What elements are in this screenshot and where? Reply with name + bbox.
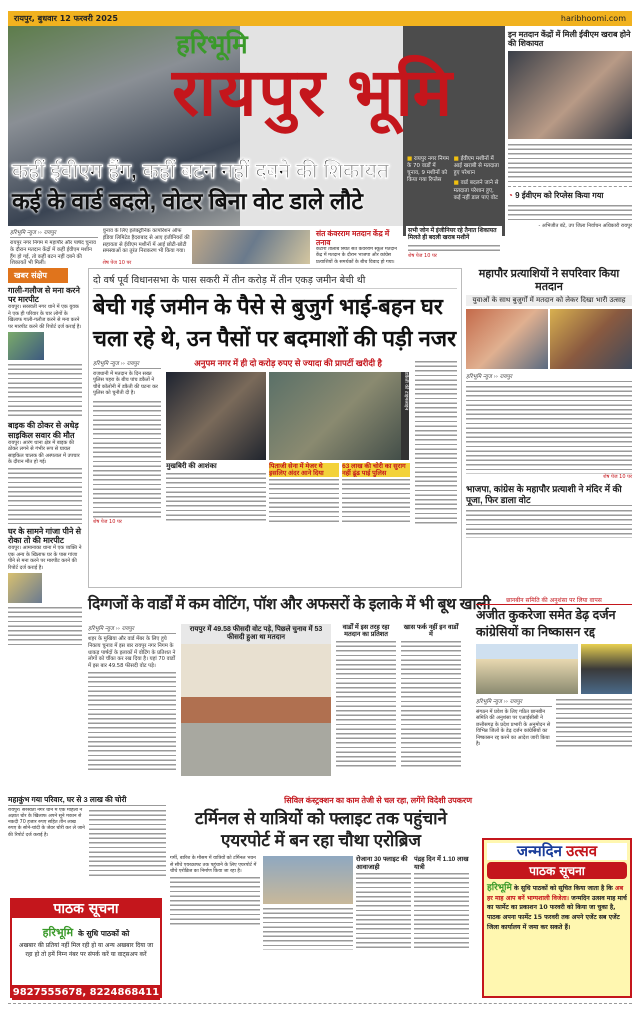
- lead-story: [10, 228, 190, 270]
- evm-photo: [508, 51, 632, 139]
- airport-kicker: सिविल कंस्ट्रक्शन का काम तेजी से चल रहा, लगेंगे विदेशी उपकरण: [284, 796, 472, 805]
- brief-title: गाली-गलौज से मना करने पर मारपीट: [8, 286, 80, 305]
- continued-link[interactable]: शेष पेज 10 पर: [408, 252, 437, 259]
- birthday-body: के सुधि पाठकों को सूचित किया जाता है कि: [514, 885, 613, 893]
- lead-body: रायपुर नगर निगम में महापौर और पार्षद चुनाव के दौरान मतदान केंद्रों में कहीं ईवीएम मशीन हैंग हो गई, तो कहीं बटन नहीं दबने की शिकायतें भी मिलीं।: [10, 240, 96, 267]
- land-subhead: अनुपम नगर में ही दो करोड़ रुपए से ज्यादा की प्रापर्टी खरीदी है: [194, 357, 382, 368]
- mayor-photo: [550, 309, 632, 369]
- voting-body: शहर के मुखिया और वार्ड मेंबर के लिए हुये निकाय चुनाव में इस बार रायपुर नगर निगम के धाकड़ पार्षदों के इलाकों में वोटिंग के प्रतिशत ने लोगों को चौंका कर रख दिया है। यहां 70 वार्डों में इस बार 49.58 फीसदी वोट पड़े।: [88, 636, 176, 669]
- dark-bullet: ■ रायपुर नगर निगम के 70 वार्डों में चुनाव, 9 मशीनों को किया गया रिप्लेस: [407, 156, 450, 236]
- sant-photo: [192, 230, 310, 264]
- theft-story: [8, 796, 166, 876]
- engineer-box: [406, 226, 502, 262]
- title-part: उत्सव: [566, 843, 598, 860]
- speech-bubble-icon: ◔: [508, 191, 516, 201]
- theft-body: रायपुर। सरस्वती नगर थाने में एक महिला ने अज्ञात चोर के खिलाफ अपने सूने मकान से नकदी 70 हजार रुपए सहित तीन लाख रुपए के सोने-चांदी के जेवर चोरी कर ले जाने की रिपोर्ट दर्ज कराई है।: [8, 807, 85, 838]
- brief-title: बाइक की ठोकर से अधेड़ साइकिल सवार की मौत: [8, 421, 79, 440]
- box2-title: 63 लाख की चोरी का सुराग नहीं ढूंढ पाई पुलिस: [342, 463, 410, 478]
- ajit-headline: अजीत कुकरेजा समेत डेढ़ दर्जन कांग्रेसियों का निष्कासन रद्द: [476, 608, 616, 639]
- sant-title: संत कंवरराम मतदान केंद्र में तनाव: [316, 229, 390, 247]
- quote-author: - अभिजीत बंटे, उप जिला निर्वाचन अधिकारी रायपुर: [538, 222, 632, 229]
- brief-label: खबर संक्षेप: [8, 268, 68, 283]
- byline: हरिभूमि न्यूज ›› रायपुर: [476, 697, 552, 707]
- page-bottom-rule: [8, 1003, 632, 1004]
- brief-body: रायपुर। सरस्वती नगर थाने में एक युवक ने एक ही परिवार के चार लोगों के खिलाफ गाली-गलौज करने से मना करने पर मारपीट करने की रिपोर्ट दर्ज कराई है।: [8, 304, 82, 330]
- police-house-photo: [269, 372, 409, 460]
- brief-body: रायपुर। आमानाका थाना में एक व्यक्ति ने एक अन्य के खिलाफ घर के पास गांजा पीने से मना करने पर मारपीट करने की रिपोर्ट दर्ज कराई है।: [8, 545, 82, 571]
- theft-headline: महाकुंभ गया परिवार, घर से 3 लाख की चोरी: [8, 796, 166, 806]
- byline: हरिभूमि न्यूज ›› रायपुर: [88, 624, 176, 634]
- police-dog-photo: [166, 372, 266, 460]
- byline: हरिभूमि न्यूज ›› रायपुर: [466, 372, 632, 382]
- airport-photo: [263, 856, 353, 904]
- land-story: [88, 268, 462, 588]
- edition-date: रायपुर, बुधवार 12 फरवरी 2025: [14, 14, 118, 23]
- airport-headline: टर्मिनल से यात्रियों को फ्लाइट तक पहुंचाने एयरपोर्ट में बन रहा चौथा एरोब्रिज: [195, 809, 447, 851]
- airport-story: [170, 796, 472, 951]
- ajit-kicker: छानबीन समिति की अनुशंसा पर लिया वापस: [476, 596, 632, 605]
- notice-title: पाठक सूचना: [12, 900, 160, 918]
- photo-label: डकैती की टाइमलाइन: [401, 372, 409, 460]
- birthday-highlight: अब हर माह आप बनें भाग्यशाली विजेता।: [487, 885, 624, 902]
- congress-bhawan-photo: [476, 644, 578, 694]
- brief-title: घर के सामने गांजा पीने से रोका तो की मारपीट: [8, 526, 82, 545]
- brand-logo: हरिभूमि: [42, 927, 74, 939]
- birthday-title: [487, 843, 627, 860]
- page-header-bar: [8, 11, 632, 26]
- brief-column: [8, 268, 82, 645]
- notice-phones[interactable]: 9827555678, 8224868411: [12, 987, 160, 998]
- title-part: जन्मदिन: [516, 843, 562, 860]
- side-title: वार्डों में इस तरह रहा मतदान का प्रतिशत: [342, 624, 390, 639]
- evm-column: [508, 30, 632, 229]
- dark-bullet: ■ वार्ड बदलने जाने से मतदाता परेशान हुए, कई नहीं डाल पाए वोट: [454, 180, 501, 201]
- land-headline: बेची गई जमीन के पैसे से बुजुर्ग भाई-बहन घर चला रहे थे, उन पैसों पर बदमाशों की पड़ी नजर: [93, 294, 457, 351]
- birthday-subtitle: पाठक सूचना: [487, 862, 627, 879]
- brief-photo: [8, 332, 44, 360]
- birthday-body: जन्मदिन उत्सव माह मार्च का फार्मेट का प्रकाशन 10 फरवरी को किया जा चुका है, पाठक अपना फार्मेट 15 फरवरी तक अपने एजेंट सब एजेंट जिला कार्यालय में जमा कर सकते हैं।: [487, 894, 627, 931]
- lead-headline-1: कहीं ईवीएम हैंग, कहीं बटन नहीं दबने की शिकायत: [12, 160, 389, 183]
- continued-link[interactable]: शेष पेज 10 पर: [102, 260, 132, 266]
- mayor-story: [466, 268, 632, 538]
- lead-body-2: चुनाव के लिए इलेक्ट्रॉनिक कार्पोरेशन ऑफ इंडिया लिमिटेड हैदराबाद से आए इंजीनियरों की सहायता से ईवीएम मशीनों में आई छोटी-छोटी समस्याओं का तुरंत निराकरण भी किया गया।: [102, 228, 190, 255]
- mukhbiri-title: मुखबिरी की आशंका: [166, 462, 217, 470]
- brand-logo: हरिभूमि: [487, 882, 512, 893]
- continued-link[interactable]: शेष पेज 10 पर: [603, 474, 632, 481]
- side-title: खास फर्क नहीं इन वार्डों में: [403, 624, 459, 639]
- dark-bullet: ■ ईवीएम मशीनों में आई खराबी से मतदाता हुए परेशान: [454, 156, 501, 177]
- temple-headline: भाजपा, कांग्रेस के महापौर प्रत्याशी ने मंदिर में की पूजा, फिर डाला वोट: [466, 484, 632, 506]
- mayor-sub: युवाओं के साथ बुजुर्गों में मतदान को लेकर दिखा भारी उत्साह: [466, 295, 632, 306]
- polling-booth-photo: [181, 644, 331, 776]
- byline: हरिभूमि न्यूज ›› रायपुर: [10, 228, 98, 238]
- website[interactable]: haribhoomi.com: [560, 14, 626, 23]
- engineer-box-title: सभी जोन में इंजीनियर रहे तैनात शिकायत मिलते ही बदली खराब मशीनें: [408, 228, 497, 241]
- byline: हरिभूमि न्यूज ›› रायपुर: [93, 359, 161, 369]
- birthday-notice: [482, 838, 632, 998]
- mayor-headline: महापौर प्रत्याशियों ने सपरिवार किया मतदान: [478, 268, 620, 293]
- ajit-story: [476, 596, 632, 748]
- photo-caption: रायपुर में 49.58 फीसदी वोट पड़े, पिछले चुनाव में 53 फीसदी हुआ था मतदान: [181, 624, 331, 644]
- box1-title: पिताजी सेना में मेजर थे इसलिए अंदर आने दिया: [269, 463, 339, 478]
- notice-body: अखबार की प्रतियां नहीं मिल रही हो या अन्य अखबार दिया जा रहा हो तो हमें निम्न नंबर पर संपर्क करें या वाट्सअप करें: [18, 942, 154, 958]
- lead-headline-2: कई के वार्ड बदले, वोटर बिना वोट डाले लौटे: [12, 188, 364, 214]
- airport-box2: पंद्रह दिन में 1.10 लाख यात्री: [414, 856, 469, 871]
- brief-body: रायपुर। आरंग थाना क्षेत्र में बाइक की ठोकर लगने से गंभीर रूप से घायल साइकिल चालक की अस्पताल में उपचार के दौरान मौत हो गई।: [8, 439, 80, 466]
- brand-logo: हरिभूमि: [176, 29, 248, 59]
- airport-box1: रोजाना 30 फ्लाइट की आवाजाही: [356, 856, 408, 871]
- voting-headline: दिग्गजों के वार्डों में कम वोटिंग, पॉश और अफसरों के इलाके में भी बूथ खाली: [88, 596, 491, 613]
- brief-photo: [8, 573, 42, 603]
- voting-story: [88, 624, 468, 776]
- sant-body: कटोरा तालाब स्थित संत कंवरराम स्कूल मतदान केंद्र में मतदान के दौरान भाजपा और कांग्रेस प्रत्याशियों के समर्थकों के बीच विवाद हो गया।: [316, 247, 397, 265]
- ajit-portrait: [581, 644, 632, 694]
- reader-notice: [10, 898, 162, 998]
- land-kicker: दो वर्ष पूर्व विधानसभा के पास सकरी में तीन करोड़ में तीन एकड़ जमीन बेची थी: [93, 273, 457, 289]
- ajit-body: संगठन में प्रवेश के लिए गठित छानबीन समिति की अनुशंसा पर एआईसीसी ने छत्तीसगढ़ के प्रदेश प्रभारी के अनुमोदन से विभिन्न जिलों के डेढ़ दर्जन कांग्रेसियों का निष्कासन रद्द करने का आदेश जारी किया है।: [476, 708, 551, 748]
- evm-title: इन मतदान केंद्रों में मिली ईवीएम खराब होने की शिकायत: [508, 30, 631, 49]
- airport-body: गर्मी, बारिश के मौसम में यात्रियों को टर्मिनल भवन से सीधे एयरक्राफ्ट तक पहुंचाने के लिए एयरपोर्ट में चौथे एरोब्रिज का निर्माण किया जा रहा है।: [170, 856, 257, 874]
- evm-replaced-title: [508, 191, 632, 200]
- continued-link[interactable]: शेष पेज 10 पर: [93, 518, 122, 525]
- sant-story: [316, 230, 402, 267]
- timeline-bullets: [415, 359, 457, 526]
- notice-line: के सुधि पाठकों को: [78, 929, 130, 938]
- replaced-text: 9 ईवीएम को रिप्लेस किया गया: [515, 191, 604, 201]
- land-body: राजधानी में मतदान के दिन सख्त पुलिस पहरा के बीच पांच डकैतों ने चौबे कॉलोनी में डकैती की घटना कर पुलिस को चुनौती दी है।: [93, 370, 158, 397]
- section-title: रायपुर भूमि: [172, 55, 455, 129]
- mayor-photo: [466, 309, 548, 369]
